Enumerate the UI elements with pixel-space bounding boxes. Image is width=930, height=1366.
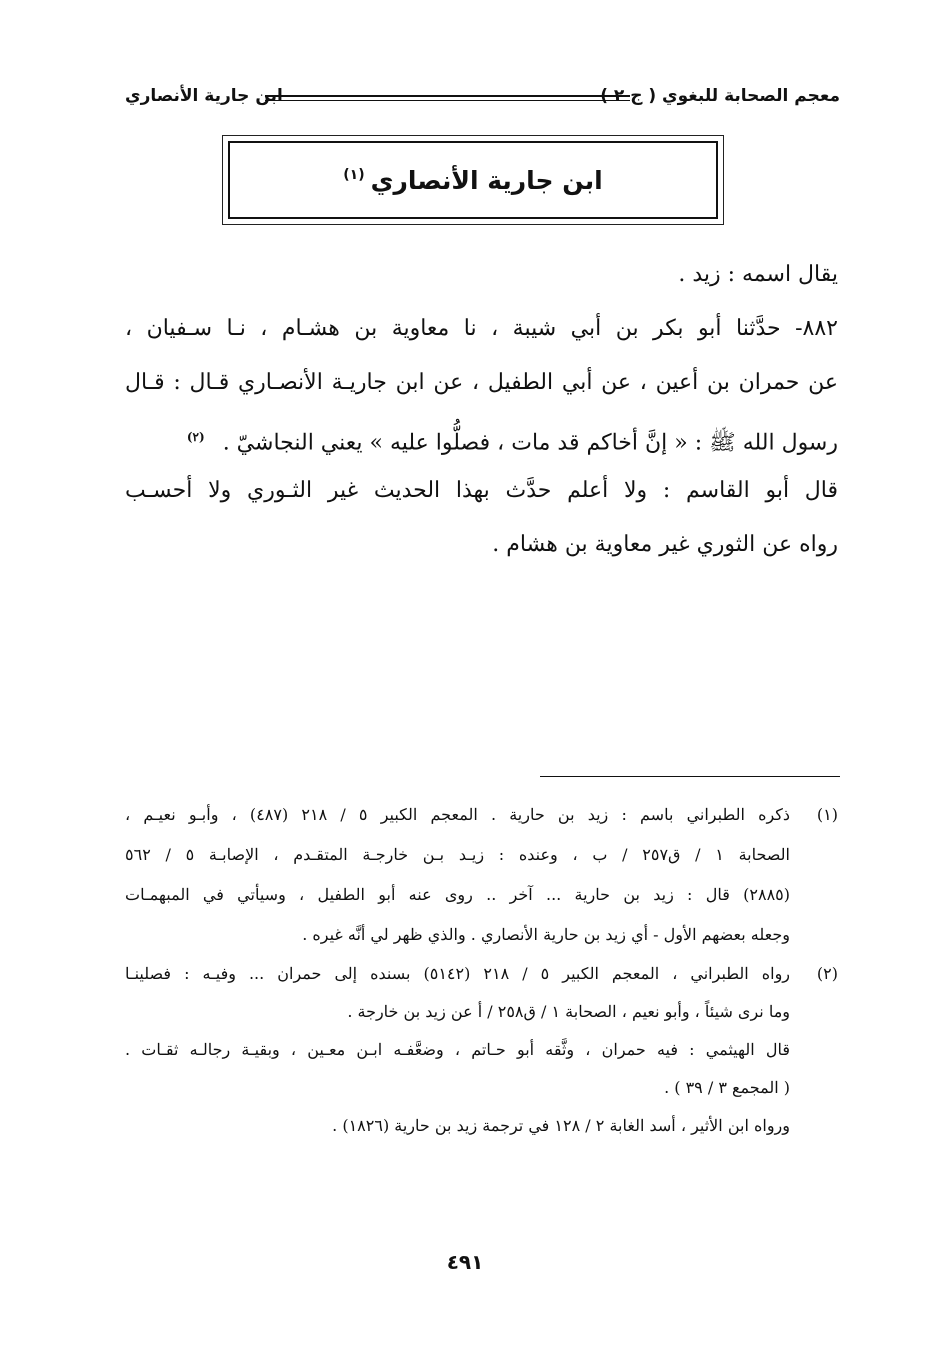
footnote-1-line-1 — [125, 795, 838, 835]
body-line-3: عن حمران بن أعين ، عن أبي الطفيل ، عن ابن جاريـة الأنصـاري قـال : قـال — [125, 370, 838, 395]
body-line-6: رواه عن الثوري غير معاوية بن هشام . — [492, 532, 838, 557]
footnotes — [125, 795, 838, 1145]
running-header-rule — [265, 95, 630, 101]
footnote-2-line-4: ( المجمع ٣ / ٣٩ ) . — [664, 1078, 790, 1097]
body-line-4 — [125, 410, 838, 464]
footnote-2-line-5: ورواه ابن الأثير ، أسد الغابة ٢ / ١٢٨ في ترجمة زيد بن حارية (١٨٢٦) . — [332, 1116, 790, 1135]
page-number: ٤٩١ — [446, 1250, 484, 1274]
footnote-1-number: (١) — [816, 805, 838, 824]
body-line-4-text: رسول الله ﷺ : « إنَّ أخاكم قد مات ، فصلُّوا عليه » يعني النجاشيّ . — [222, 430, 838, 456]
footnote-1 — [125, 795, 838, 955]
body-line-1: يقال اسمه : زيد . — [678, 262, 838, 287]
footnote-2-number: (٢) — [816, 964, 838, 983]
running-header — [125, 82, 840, 112]
main-text — [125, 248, 838, 572]
entry-title-inner-frame — [228, 141, 718, 219]
entry-title-footnote-marker: (١) — [343, 167, 365, 184]
footnote-1-line-1-text: ذكره الطبراني باسم : زيد بن حارية . المعجم الكبير ٥ / ٢١٨ (٤٨٧) ، وأبـو نعيـم ، — [125, 805, 791, 824]
body-line-2: ٨٨٢- حدَّثنا أبو بكر بن أبي شيبة ، نا معاوية بن هشـام ، نـا سـفيان ، — [125, 316, 838, 341]
footnote-separator — [540, 776, 840, 777]
footnote-2-line-3: قال الهيثمي : فيه حمران ، وثَّقه أبو حـاتم ، وضعَّفـه ابـن معـين ، وبقيـة رجالـه ثقـات . — [125, 1040, 790, 1059]
running-header-book-title: معجم الصحابة للبغوي ( ج ٢ ) — [600, 86, 840, 106]
footnote-2-line-1 — [125, 955, 838, 993]
body-line-5: قال أبو القاسم : ولا أعلم حدَّث بهذا الحديث غير الثـوري ولا أحسـب — [125, 478, 838, 503]
entry-title — [343, 166, 602, 195]
footnote-1-line-3: (٢٨٨٥) قال : زيد بن حارية ... آخر .. روى عنه أبو الطفيل ، وسيأتي في المبهمـات — [125, 885, 790, 904]
entry-title-box — [222, 135, 724, 225]
body-footnote-marker: (٢) — [186, 430, 205, 444]
running-header-chapter-title: ابن جارية الأنصاري — [125, 86, 283, 106]
footnote-2-line-2: وما نرى شيئاً ، وأبو نعيم ، الصحابة ١ / ق٢٥٨ / أ عن زيد بن خارجة . — [347, 1002, 790, 1021]
footnote-2-line-1-text: رواه الطبراني ، المعجم الكبير ٥ / ٢١٨ (٥١٤٢) بسنده إلى حمران ... وفيـه : فصلينـا — [125, 964, 791, 983]
entry-title-text: ابن جارية الأنصاري — [370, 165, 603, 195]
footnote-2 — [125, 955, 838, 1145]
footnote-1-line-2: الصحابة ١ / ق٢٥٧ / ب ، وعنده : زيـد بـن خارجـة المتقـدم ، الإصابـة ٥ / ٥٦٢ — [125, 845, 790, 864]
footnote-1-line-4: وجعله بعضهم الأول - أي زيد بن حارية الأنصاري . والذي ظهر لي أنَّه غيره . — [302, 925, 790, 944]
